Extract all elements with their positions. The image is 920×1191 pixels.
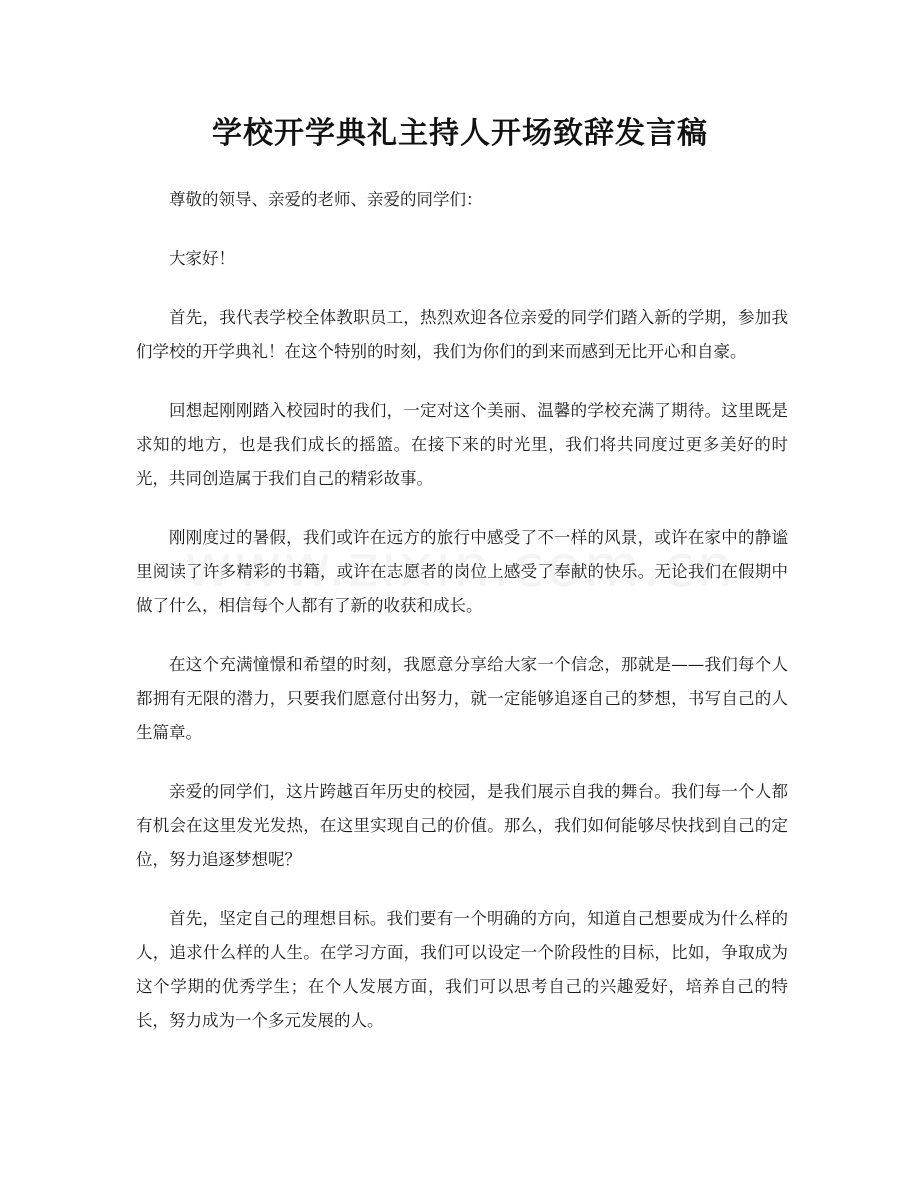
paragraph: 首先，坚定自己的理想目标。我们要有一个明确的方向，知道自己想要成为什么样的人，追求什么样的人生。在学习方面，我们可以设定一个阶段性的目标，比如，争取成为这个学期的优秀学生；在个人发展方面，我们可以思考自己的兴趣爱好，培养自己的特长，努力成为一个多元发展的人。 [136,909,788,1030]
document-body [136,183,788,1063]
document-title: 学校开学典礼主持人开场致辞发言稿 [212,116,708,151]
paragraph: 在这个充满憧憬和希望的时刻，我愿意分享给大家一个信念，那就是——我们每个人都拥有无限的潜力，只要我们愿意付出努力，就一定能够追逐自己的梦想，书写自己的人生篇章。 [136,655,788,742]
paragraph: 刚刚度过的暑假，我们或许在远方的旅行中感受了不一样的风景，或许在家中的静谧里阅读了许多精彩的书籍，或许在志愿者的岗位上感受了奉献的快乐。无论我们在假期中做了什么，相信每个人都有了新的收获和成长。 [136,528,788,615]
paragraph: 回想起刚刚踏入校园时的我们，一定对这个美丽、温馨的学校充满了期待。这里既是求知的地方，也是我们成长的摇篮。在接下来的时光里，我们将共同度过更多美好的时光，共同创造属于我们自己的精彩故事。 [136,401,788,488]
paragraph: 首先，我代表学校全体教职员工，热烈欢迎各位亲爱的同学们踏入新的学期，参加我们学校的开学典礼！在这个特别的时刻，我们为你们的到来而感到无比开心和自豪。 [136,308,788,361]
greeting: 大家好！ [169,249,235,268]
salutation: 尊敬的领导、亲爱的老师、亲爱的同学们： [169,190,483,209]
paragraph: 亲爱的同学们，这片跨越百年历史的校园，是我们展示自我的舞台。我们每一个人都有机会在这里发光发热，在这里实现自己的价值。那么，我们如何能够尽快找到自己的定位，努力追逐梦想呢？ [136,782,788,869]
